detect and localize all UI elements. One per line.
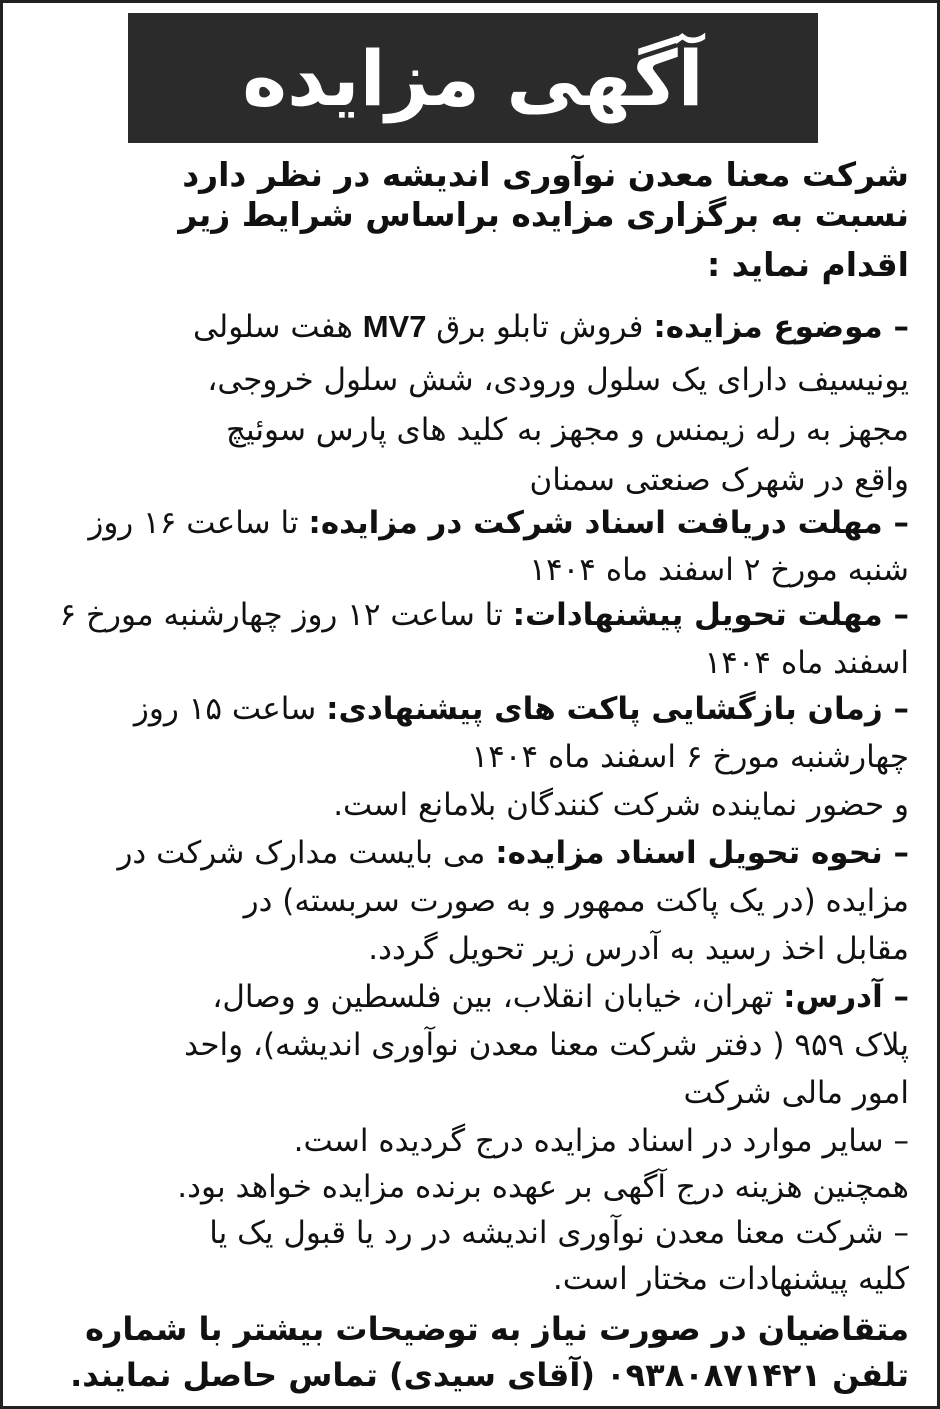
offers-deadline-line: اسفند ماه ۱۴۰۴ bbox=[704, 645, 909, 681]
address-text: تهران، خیابان انقلاب، بین فلسطین و وصال، bbox=[212, 979, 784, 1015]
intro-line: نسبت به برگزاری مزایده براساس شرایط زیر bbox=[178, 195, 909, 234]
title-banner bbox=[128, 13, 818, 143]
documents-deadline-label: – مهلت دریافت اسناد شرکت در مزایده: bbox=[308, 505, 909, 541]
documents-deadline-line bbox=[31, 499, 909, 547]
opening-time-label: – زمان بازگشایی پاکت های پیشنهادی: bbox=[326, 691, 909, 727]
delivery-method-line bbox=[31, 829, 909, 877]
offers-deadline-label: – مهلت تحویل پیشنهادات: bbox=[512, 597, 909, 633]
delivery-method-text: می بایست مدارک شرکت در bbox=[117, 835, 496, 871]
address-line bbox=[31, 973, 909, 1021]
note-line: کلیه پیشنهادات مختار است. bbox=[552, 1261, 909, 1297]
delivery-method-label: – نحوه تحویل اسناد مزایده: bbox=[495, 835, 909, 871]
address-label: – آدرس: bbox=[783, 979, 909, 1015]
delivery-method-line: مقابل اخذ رسید به آدرس زیر تحویل گردد. bbox=[368, 931, 909, 967]
address-line: امور مالی شرکت bbox=[683, 1075, 909, 1111]
offers-deadline-text: تا ساعت ۱۲ روز چهارشنبه مورخ ۶ bbox=[59, 597, 513, 633]
footer-line: تلفن ۰۹۳۸۰۸۷۱۴۲۱ (آقای سیدی) تماس حاصل نمایند. bbox=[70, 1356, 909, 1394]
subject-text-b: هفت سلولی bbox=[192, 309, 363, 345]
note-line: همچنین هزینه درج آگهی بر عهده برنده مزایده خواهد بود. bbox=[177, 1169, 909, 1205]
intro-line: شرکت معنا معدن نوآوری اندیشه در نظر دارد bbox=[182, 155, 909, 194]
opening-time-text: ساعت ۱۵ روز bbox=[133, 691, 327, 727]
subject-line: یونیسیف دارای یک سلول ورودی، شش سلول خروجی، bbox=[207, 362, 909, 398]
opening-time-line: و حضور نماینده شرکت کنندگان بلامانع است. bbox=[333, 787, 909, 823]
address-line: پلاک ۹۵۹ ( دفتر شرکت معنا معدن نوآوری اندیشه)، واحد bbox=[184, 1027, 909, 1063]
subject-line: مجهز به رله زیمنس و مجهز به کلید های پارس سوئیچ bbox=[225, 412, 909, 448]
page-title: آگهی مزایده bbox=[242, 33, 704, 123]
note-line: – شرکت معنا معدن نوآوری اندیشه در رد یا قبول یک یا bbox=[209, 1215, 909, 1251]
opening-time-line bbox=[31, 685, 909, 733]
intro-line: اقدام نماید : bbox=[706, 245, 909, 284]
subject-label: – موضوع مزایده: bbox=[653, 309, 909, 345]
opening-time-line: چهارشنبه مورخ ۶ اسفند ماه ۱۴۰۴ bbox=[471, 739, 909, 775]
documents-deadline-text: تا ساعت ۱۶ روز bbox=[88, 505, 309, 541]
subject-text-a: فروش تابلو برق bbox=[426, 309, 654, 345]
subject-code: MV7 bbox=[362, 309, 427, 344]
subject-line: واقع در شهرک صنعتی سمنان bbox=[529, 462, 909, 498]
delivery-method-line: مزایده (در یک پاکت ممهور و به صورت سربسته) در bbox=[243, 883, 909, 919]
subject-line bbox=[31, 303, 909, 351]
offers-deadline-line bbox=[31, 591, 909, 639]
footer-line: متقاضیان در صورت نیاز به توضیحات بیشتر با شماره bbox=[85, 1310, 909, 1348]
documents-deadline-line: شنبه مورخ ۲ اسفند ماه ۱۴۰۴ bbox=[529, 552, 909, 588]
note-line: – سایر موارد در اسناد مزایده درج گردیده است. bbox=[293, 1123, 909, 1159]
